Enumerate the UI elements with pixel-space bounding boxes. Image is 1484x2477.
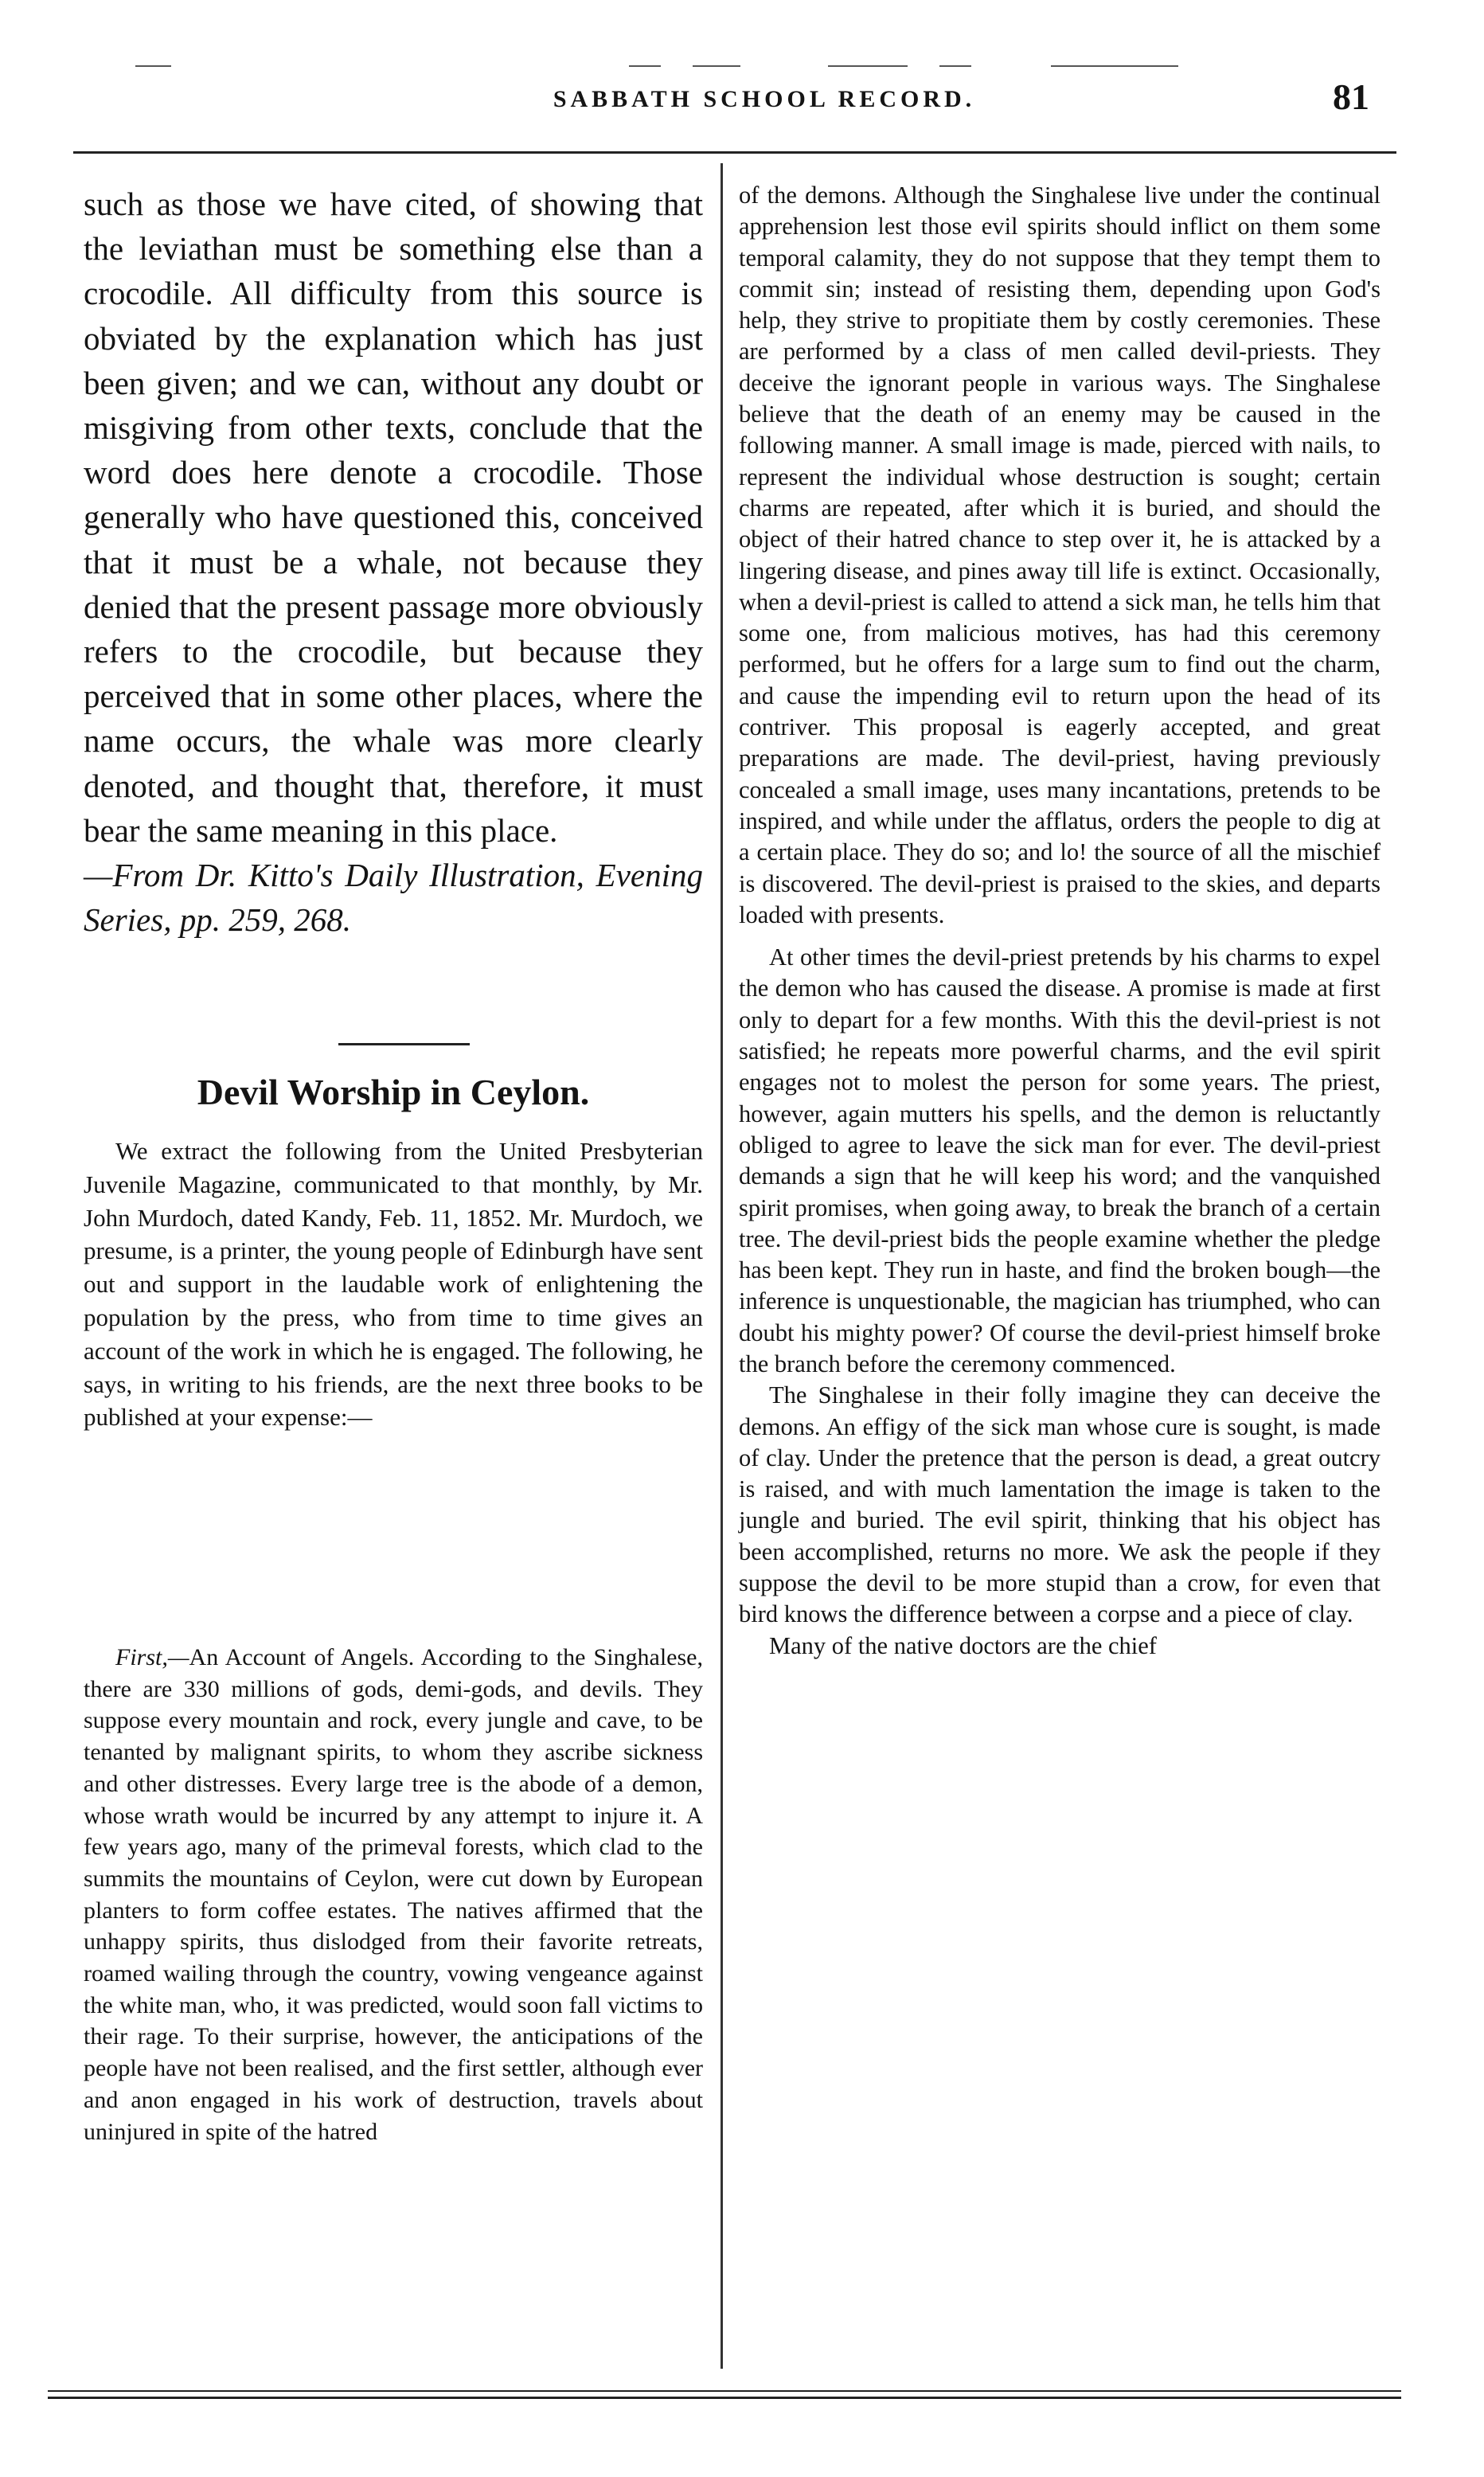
right-paragraph-3: The Singhalese in their folly imagine they can deceive the demons. An effigy of the sick man whose cure is sought, is made of clay. Under the pretence that the person is dead, a great outcry is raised, and with much lamentation the image is taken to the jungle and buried. The evil spirit, thinking that his object has been accomplished, returns no more. We ask the people if they suppose the devil to be more stupid than a crow, for even that bird knows the difference between a corpse and a piece of clay. [739, 1381, 1381, 1628]
article-citation: —From Dr. Kitto's Daily Illustration, Evening Series, pp. 259, 268. [84, 857, 703, 939]
header-dash [939, 65, 971, 67]
right-paragraph-4: Many of the native doctors are the chief [769, 1631, 1157, 1659]
first-label: First,— [115, 1644, 189, 1670]
right-paragraph-2: At other times the devil-priest pretends by his charms to expel the demon who has caused the disease. A promise is made at first only to depart for a few months. With this the devil-priest is not satisfied; he repeats more powerful charms, and the evil spirit engages not to molest the person for some years. The priest, however, again mutters his spells, and the demon is reluctantly obliged to agree to leave the sick man for ever. The devil-priest demands a sign that he will keep his word; and the vanquished spirit promises, when going away, to break the branch of a certain tree. The devil-priest bids the people examine whether the pledge has been kept. They run in haste, and find the broken bough—the inference is unquestionable, the magician has triumphed, who can doubt his mighty power? Of course the devil-priest himself broke the branch before the ceremony commenced. [739, 944, 1381, 1377]
header-rule [73, 151, 1396, 154]
right-paragraph-1: of the demons. Although the Singhalese live under the continual apprehension lest those evil spirits should inflict on them some temporal calamity, they do not suppose that they tempt them to commit sin; instead of resisting them, depending upon God's help, they strive to propitiate them by costly ceremonies. These are performed by a class of men called devil-priests. They deceive the ignorant people in various ways. The Singhalese believe that the death of an enemy may be caused in the following manner. A small image is made, pierced with nails, to represent the individual whose destruction is sought; certain charms are repeated, after which it is buried, and should the object of their hatred chance to step over it, he is attacked by a lingering disease, and pines away till life is extinct. Occasionally, when a devil-priest is called to attend a sick man, he tells him that some one, from malicious motives, has had this ceremony performed, but he offers for a large sum to find out the charm, and cause the impending evil to return upon the head of its contriver. This proposal is eagerly accepted, and great preparations are made. The devil-priest, having previously concealed a small image, uses many incantations, pretends to be inspired, and while under the afflatus, orders the people to dig at a certain place. They do so; and lo! the source of all the mischief is discovered. The devil-priest is praised to the skies, and departs loaded with presents. [739, 182, 1381, 928]
footer-rule [48, 2397, 1401, 2399]
article-intro [84, 1135, 703, 1434]
header-dash [135, 65, 171, 67]
article-title: Devil Worship in Ceylon. [197, 1072, 590, 1112]
section-divider [338, 1043, 470, 1045]
header-dash [1051, 65, 1178, 67]
intro-paragraph: We extract the following from the United Presbyterian Juvenile Magazine, communicated to that monthly, by Mr. John Murdoch, dated Kandy, Feb. 11, 1852. Mr. Murdoch, we presume, is a printer, the young people of Edinburgh have sent out and support in the laudable work of enlightening the population by the press, who from time to time gives an account of the work in which he is engaged. The following, he says, in writing to his friends, are the next three books to be published at your expense:— [84, 1137, 703, 1432]
header-dash [629, 65, 661, 67]
running-head: SABBATH SCHOOL RECORD. [553, 86, 976, 112]
first-book-text: An Account of Angels. According to the Singhalese, there are 330 millions of gods, demi-gods, and devils. They suppose every mountain and rock, every jungle and cave, to be tenanted by malignant spirits, to whom they ascribe sickness and other distresses. Every large tree is the abode of a demon, whose wrath would be incurred by any attempt to injure it. A few years ago, many of the primeval forests, which clad to the summits the mountains of Ceylon, were cut down by European planters to form coffee estates. The natives affirmed that the unhappy spirits, thus dislodged from their favorite retreats, roamed wailing through the country, vowing vengeance against the white man, who, it was predicted, would soon fall victims to their rage. To their surprise, however, the anticipations of the people have not been realised, and the first settler, although ever and anon engaged in his work of destruction, travels about uninjured in spite of the hatred [84, 1644, 703, 2145]
header-dash [693, 65, 740, 67]
column-rule [721, 163, 723, 2369]
page-number: 81 [1333, 76, 1369, 117]
right-column [739, 180, 1381, 1662]
footer-rule [48, 2390, 1401, 2392]
header-dash [828, 65, 908, 67]
continued-paragraph: such as those we have cited, of showing that the leviathan must be something else than a crocodile. All difficulty from this source is obviated by the explanation which has just been given; and we can, without any doubt or misgiving from other texts, conclude that the word does here denote a crocodile. Those generally who have questioned this, conceived that it must be a whale, not because they denied that the present passage more obviously refers to the crocodile, but because they perceived that in some other places, where the name occurs, the whale was more clearly denoted, and thought that, therefore, it must bear the same meaning in this place. [84, 186, 703, 849]
first-book-section [84, 1642, 703, 2147]
first-book-paragraph [84, 1642, 703, 2147]
continued-article [84, 182, 703, 942]
